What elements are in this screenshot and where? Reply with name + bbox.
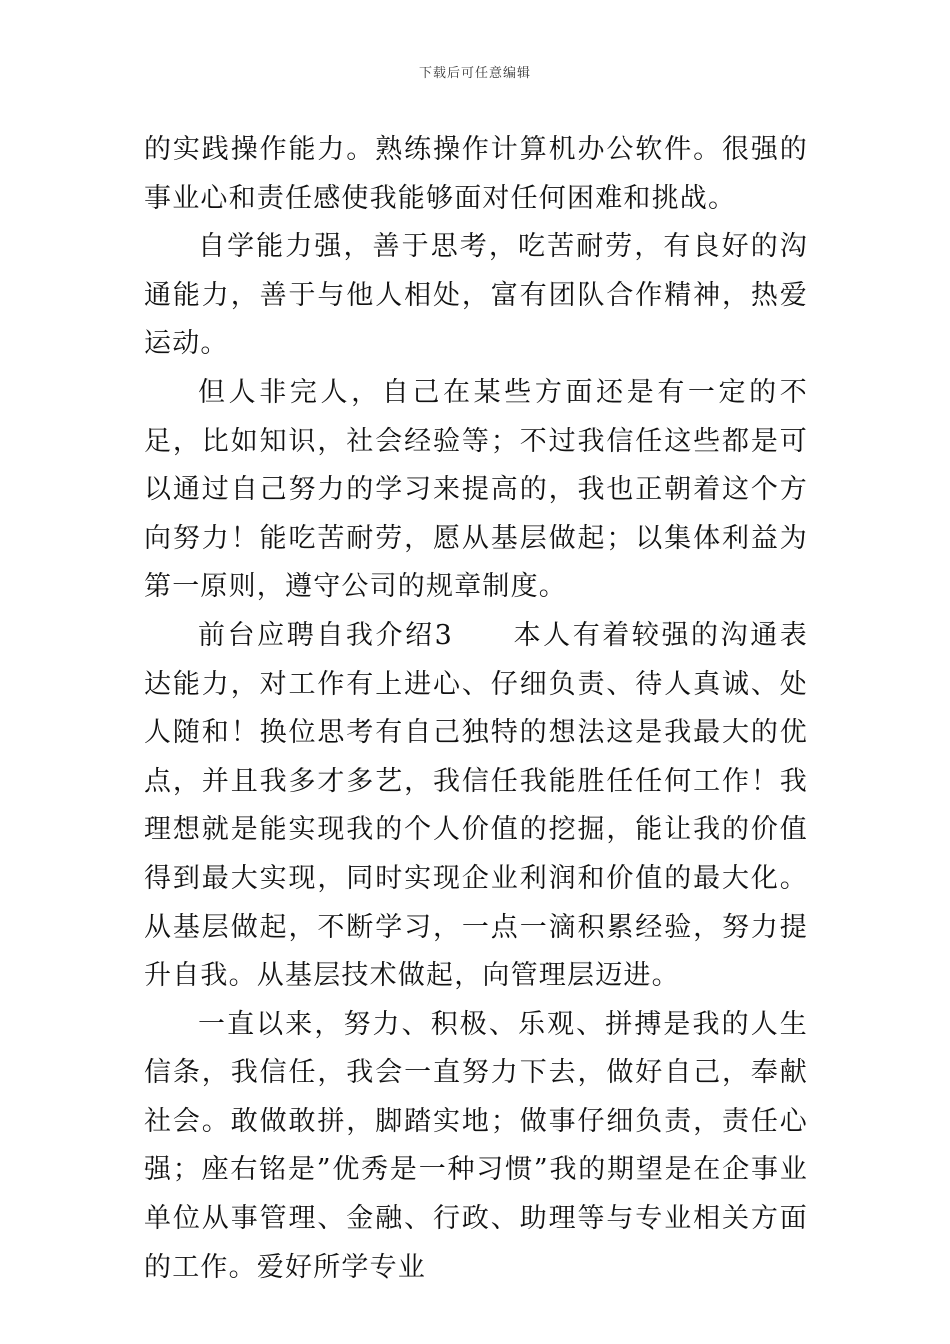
- paragraph-continuation: 的实践操作能力。熟练操作计算机办公软件。很强的事业心和责任感使我能够面对任何困难和挑战。: [144, 134, 808, 214]
- paragraph-shortcomings: 但人非完人，自己在某些方面还是有一定的不足，比如知识，社会经验等；不过我信任这些都是可以通过自己努力的学习来提高的，我也正朝着这个方向努力！能吃苦耐劳，愿从基层做起；以集体利益为第一原则，遵守公司的规章制度。: [144, 376, 808, 603]
- page-header: 下载后可任意编辑: [418, 66, 531, 81]
- document-body: [144, 126, 808, 1292]
- paragraph-motto: 一直以来，努力、积极、乐观、拼搏是我的人生信条，我信任，我会一直努力下去，做好自己，奉献社会。敢做敢拼，脚踏实地；做事仔细负责，责任心强；座右铭是”优秀是一种习惯”我的期望是在企事业单位从事管理、金融、行政、助理等与专业相关方面的工作。爱好所学专业: [144, 1008, 808, 1283]
- paragraph-introduction-3: 前台应聘自我介绍3 本人有着较强的沟通表达能力，对工作有上进心、仔细负责、待人真诚、处人随和！换位思考有自己独特的想法这是我最大的优点，并且我多才多艺，我信任我能胜任任何工作！我理想就是能实现我的个人价值的挖掘，能让我的价值得到最大实现，同时实现企业利润和价值的最大化。从基层做起，不断学习，一点一滴积累经验，努力提升自我。从基层技术做起，向管理层迈进。: [144, 619, 808, 992]
- paragraph-self-learning: 自学能力强，善于思考，吃苦耐劳，有良好的沟通能力，善于与他人相处，富有团队合作精神，热爱运动。: [144, 231, 808, 360]
